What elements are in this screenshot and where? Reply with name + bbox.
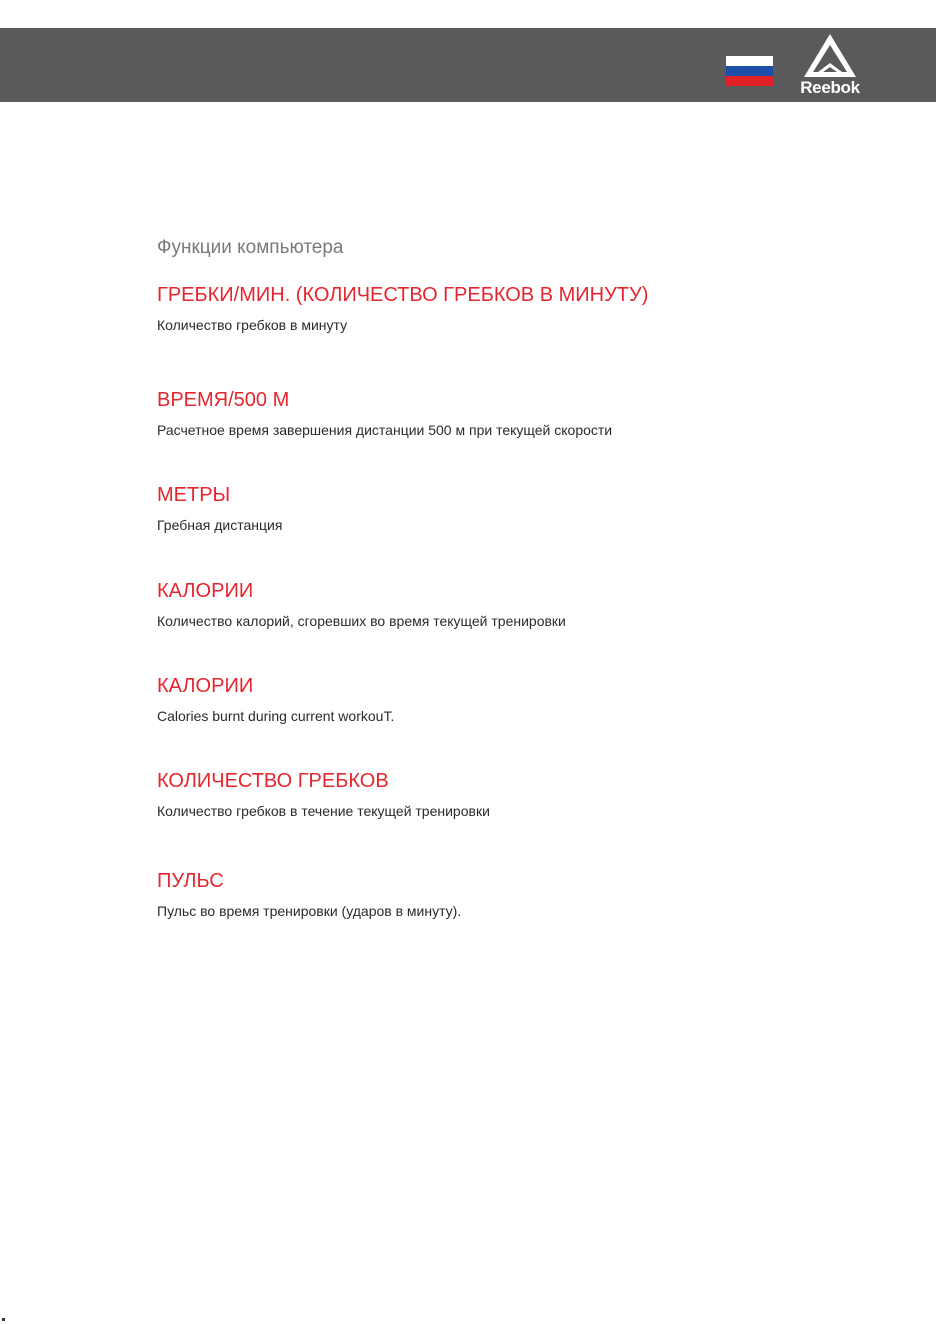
page-corner-mark xyxy=(2,1318,5,1321)
reebok-logo xyxy=(794,32,868,98)
entry-description: Расчетное время завершения дистанции 500 м при текущей скорости xyxy=(157,422,613,438)
russian-flag-icon xyxy=(726,56,773,86)
entry-description: Количество гребков в минуту xyxy=(157,317,348,333)
logo-wordmark: Reebok xyxy=(800,78,860,97)
entry-description: Количество калорий, сгоревших во время текущей тренировки xyxy=(157,613,566,629)
function-entry-pulse xyxy=(157,868,461,920)
function-entry-calories xyxy=(157,578,566,630)
section-title: Функции компьютера xyxy=(157,237,344,258)
flag-stripe-red xyxy=(726,76,773,86)
entry-description: Гребная дистанция xyxy=(157,517,283,533)
computer-functions-content xyxy=(157,236,857,919)
function-entry-calories-en xyxy=(157,673,394,725)
entry-heading: ПУЛЬС xyxy=(157,870,224,892)
flag-stripe-white xyxy=(726,56,773,66)
function-entry-meters xyxy=(157,482,282,534)
function-entry-stroke-count xyxy=(157,768,490,820)
entry-heading: КОЛИЧЕСТВО ГРЕБКОВ xyxy=(157,770,389,792)
entry-heading: КАЛОРИИ xyxy=(157,580,254,602)
entry-heading: ВРЕМЯ/500 М xyxy=(157,389,290,411)
entry-description: Количество гребков в течение текущей тренировки xyxy=(157,803,490,819)
entry-heading: МЕТРЫ xyxy=(157,484,231,506)
entry-heading: КАЛОРИИ xyxy=(157,675,254,697)
function-entry-time-500m xyxy=(157,387,612,439)
entry-description: Calories burnt during current workouT. xyxy=(157,708,395,724)
entry-heading: ГРЕБКИ/МИН. (КОЛИЧЕСТВО ГРЕБКОВ В МИНУТУ) xyxy=(157,284,649,306)
flag-stripe-blue xyxy=(726,66,773,76)
entry-description: Пульс во время тренировки (ударов в минуту). xyxy=(157,903,462,919)
function-entry-strokes-per-min xyxy=(157,282,648,334)
reebok-delta-icon xyxy=(802,32,858,80)
